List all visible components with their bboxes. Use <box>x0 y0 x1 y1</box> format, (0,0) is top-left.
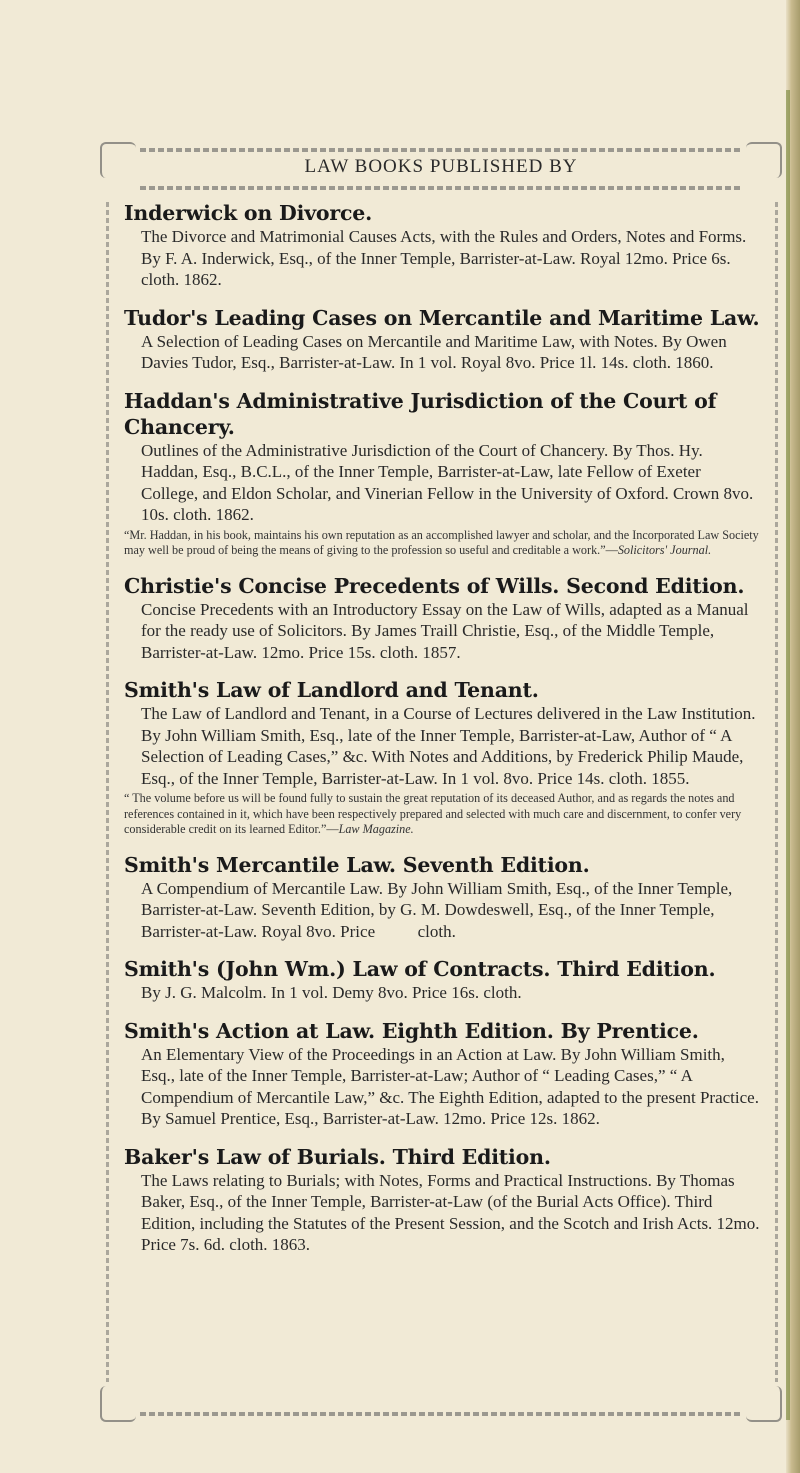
book-description: The Divorce and Matrimonial Causes Acts, with the Rules and Orders, Notes and Forms. By F. A. Inderwick, Esq., of the Inner Temple, Barrister-at-Law. Royal 12mo. Price 6s. cloth. 1862. <box>141 227 747 289</box>
review-quote <box>124 791 762 838</box>
book-entry-smith-mercantile <box>124 852 762 943</box>
quote-text: “Mr. Haddan, in his book, maintains his own reputation as an accomplished lawyer and scholar, and the Incorporated Law Society may well be proud of being the means of giving to the profession so useful and creditable a work.”— <box>124 527 759 557</box>
book-entry-smith-contracts <box>124 956 762 1004</box>
book-description: A Compendium of Mercantile Law. By John William Smith, Esq., of the Inner Temple, Barrister-at-Law. Seventh Edition, by G. M. Dowdeswell, Esq., of the Inner Temple, Barrister-at-Law. Royal 8vo. Price cloth. <box>141 878 737 941</box>
book-title: Smith's (John Wm.) Law of Contracts. Third Edition. <box>124 957 716 981</box>
book-description: Outlines of the Administrative Jurisdiction of the Court of Chancery. By Thos. Hy. Haddan, Esq., B.C.L., of the Inner Temple, Barrister-at-Law, late Fellow of Exeter College, and Eldon Scholar, and Vinerian Fellow in the University of Oxford. Crown 8vo. 10s. cloth. 1862. <box>141 440 754 524</box>
book-description: Concise Precedents with an Introductory Essay on the Law of Wills, adapted as a Manual for the ready use of Solicitors. By James Traill Christie, Esq., of the Middle Temple, Barrister-at-Law. 12mo. Price 15s. cloth. 1857. <box>141 599 749 662</box>
ornamental-rule-left <box>106 202 109 1382</box>
book-entry-haddan <box>124 388 762 559</box>
book-title: Smith's Action at Law. Eighth Edition. By Prentice. <box>124 1018 699 1043</box>
book-entry-tudor <box>124 305 762 374</box>
book-title: Inderwick on Divorce. <box>124 201 373 225</box>
book-title: Christie's Concise Precedents of Wills. Second Edition. <box>124 573 745 598</box>
ornament-corner-bottom-left <box>100 1386 136 1422</box>
book-description: The Law of Landlord and Tenant, in a Course of Lectures delivered in the Law Institution. By John William Smith, Esq., late of the Inner Temple, Barrister-at-Law, Author of “ A Selection of Leading Cases,” &c. With Notes and Additions, by Frederick Philip Maude, Esq., of the Inner Temple, Barrister-at-Law. In 1 vol. 8vo. Price 14s. cloth. 1855. <box>141 704 756 788</box>
book-title: Smith's Law of Landlord and Tenant. <box>124 678 539 702</box>
book-description: A Selection of Leading Cases on Mercantile and Maritime Law, with Notes. By Owen Davies Tudor, Esq., Barrister-at-Law. In 1 vol. Royal 8vo. Price 1l. 14s. cloth. 1860. <box>141 331 727 372</box>
quote-source: Law Magazine. <box>338 822 414 836</box>
book-entry-smith-action <box>124 1018 762 1130</box>
book-entry-christie <box>124 573 762 664</box>
book-description: By J. G. Malcolm. In 1 vol. Demy 8vo. Price 16s. cloth. <box>141 983 522 1002</box>
book-list <box>124 200 762 1270</box>
ornamental-rule-bottom <box>140 1412 742 1416</box>
book-title: Haddan's Administrative Jurisdiction of the Court of Chancery. <box>124 388 717 439</box>
spine-binding <box>786 90 790 1420</box>
page-header: LAW BOOKS PUBLISHED BY <box>304 156 578 177</box>
book-description: The Laws relating to Burials; with Notes, Forms and Practical Instructions. By Thomas Baker, Esq., of the Inner Temple, Barrister-at-Law (of the Burial Acts Office). Third Edition, including the Statutes of the Present Session, and the Scotch and Irish Acts. 12mo. Price 7s. 6d. cloth. 1863. <box>141 1170 760 1254</box>
ornamental-rule-right <box>775 202 778 1382</box>
page-frame <box>100 142 782 1422</box>
quote-source: Solicitors' Journal. <box>617 543 712 557</box>
book-entry-inderwick <box>124 200 762 291</box>
book-title: Baker's Law of Burials. Third Edition. <box>124 1144 551 1169</box>
book-title: Smith's Mercantile Law. Seventh Edition. <box>124 852 590 877</box>
book-title: Tudor's Leading Cases on Mercantile and Maritime Law. <box>124 305 760 330</box>
book-entry-baker <box>124 1144 762 1256</box>
ornamental-rule-top <box>140 148 742 152</box>
book-description: An Elementary View of the Proceedings in an Action at Law. By John William Smith, Esq., late of the Inner Temple, Barrister-at-Law; Author of “ Leading Cases,” “ A Compendium of Mercantile Law,” &c. The Eighth Edition, adapted to the present Practice. By Samuel Prentice, Esq., Barrister-at-Law. 12mo. Price 12s. 1862. <box>141 1044 759 1128</box>
book-spine-edge <box>786 0 800 1473</box>
quote-text: “ The volume before us will be found fully to sustain the great reputation of its deceased Author, and as regards the notes and references contained in it, which have been respectively prepared and selected with much care and discernment, to confer very considerable credit on its learned Editor.”— <box>124 791 742 836</box>
review-quote <box>124 528 762 559</box>
bleed-through-text <box>0 0 800 110</box>
ornament-corner-bottom-right <box>746 1386 782 1422</box>
book-entry-smith-landlord <box>124 677 762 838</box>
ornamental-rule-below-header <box>140 186 742 190</box>
